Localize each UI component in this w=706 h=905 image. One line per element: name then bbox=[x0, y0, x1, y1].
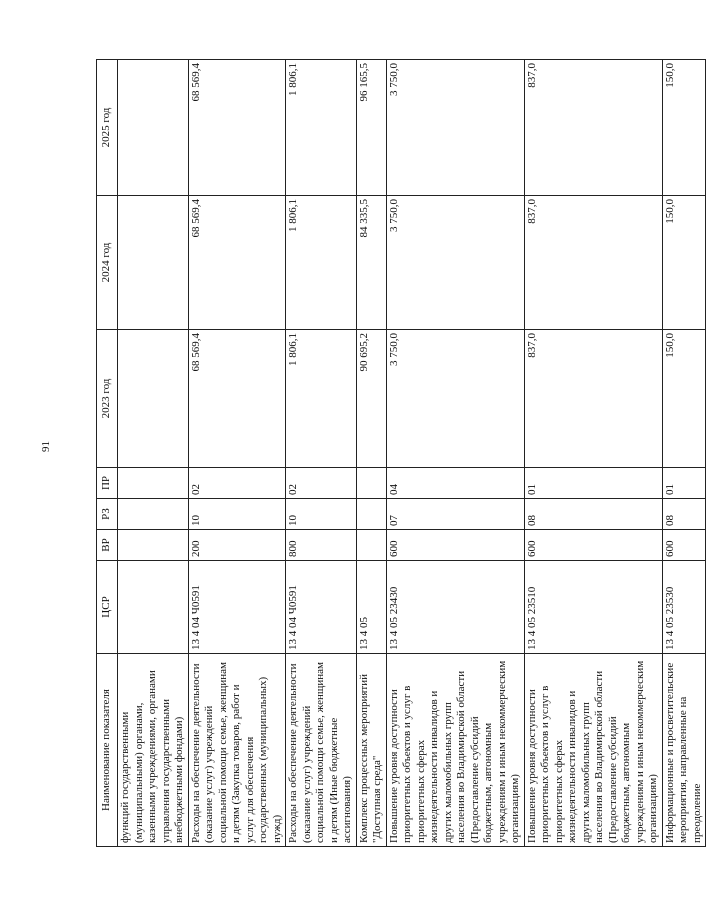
row-2023: 150,0 bbox=[662, 330, 706, 468]
col-header-rz: РЗ bbox=[97, 499, 118, 530]
row-csr: 13 4 05 23530 bbox=[662, 561, 706, 654]
col-header-name: Наименование показателя bbox=[97, 654, 118, 847]
row-name: Расходы на обеспечение деятельности (оказание услуг) учреждений социальной помощи семье, женщинам и детям (Иные бюджетные ассигнования) bbox=[286, 654, 357, 847]
row-2023 bbox=[118, 330, 189, 468]
table-row bbox=[188, 60, 286, 847]
row-2025: 1 806,1 bbox=[286, 60, 357, 196]
row-rz: 08 bbox=[524, 499, 662, 530]
table-row bbox=[524, 60, 662, 847]
row-2024: 68 569,4 bbox=[188, 196, 286, 330]
col-header-csr: ЦСР bbox=[97, 561, 118, 654]
col-header-vr: ВР bbox=[97, 530, 118, 561]
col-header-2025: 2025 год bbox=[97, 60, 118, 196]
row-2023: 90 695,2 bbox=[356, 330, 386, 468]
row-2024: 150,0 bbox=[662, 196, 706, 330]
row-rz: 10 bbox=[286, 499, 357, 530]
row-csr: 13 4 05 23510 bbox=[524, 561, 662, 654]
row-vr bbox=[356, 530, 386, 561]
row-rz bbox=[356, 499, 386, 530]
row-csr: 13 4 04 Ч0591 bbox=[286, 561, 357, 654]
row-2025: 96 165,5 bbox=[356, 60, 386, 196]
row-2025: 3 750,0 bbox=[386, 60, 524, 196]
row-2023: 837,0 bbox=[524, 330, 662, 468]
row-2025: 68 569,4 bbox=[188, 60, 286, 196]
row-2023: 1 806,1 bbox=[286, 330, 357, 468]
row-vr: 200 bbox=[188, 530, 286, 561]
table-row bbox=[356, 60, 386, 847]
row-2024: 84 335,5 bbox=[356, 196, 386, 330]
page-number: 91 bbox=[40, 441, 52, 452]
table-header-row bbox=[97, 60, 118, 847]
col-header-pr: ПР bbox=[97, 468, 118, 499]
row-2025: 150,0 bbox=[662, 60, 706, 196]
row-name: Информационные и просветительские мероприятия, направленные на преодоление bbox=[662, 654, 706, 847]
row-vr bbox=[118, 530, 189, 561]
row-2023: 68 569,4 bbox=[188, 330, 286, 468]
row-2024: 1 806,1 bbox=[286, 196, 357, 330]
row-rz: 10 bbox=[188, 499, 286, 530]
budget-table-container bbox=[96, 60, 703, 847]
row-rz: 08 bbox=[662, 499, 706, 530]
row-csr: 13 4 05 23430 bbox=[386, 561, 524, 654]
row-name: Повышение уровня доступности приоритетных объектов и услуг в приоритетных сферах жизнедеятельности инвалидов и других маломобильных групп населения во Владимирской области (Предоставление субсидий бюджетным, автономным учреждениям и иным некоммерческим организациям) bbox=[524, 654, 662, 847]
row-name: Расходы на обеспечение деятельности (оказание услуг) учреждений социальной помощи семье, женщинам и детям (Закупка товаров, работ и услуг для обеспечения государственных (муниципальных) нужд) bbox=[188, 654, 286, 847]
row-csr: 13 4 05 bbox=[356, 561, 386, 654]
table-row bbox=[662, 60, 706, 847]
row-vr: 600 bbox=[524, 530, 662, 561]
table-row bbox=[118, 60, 189, 847]
row-2024: 837,0 bbox=[524, 196, 662, 330]
col-header-2023: 2023 год bbox=[97, 330, 118, 468]
row-rz bbox=[118, 499, 189, 530]
row-pr bbox=[356, 468, 386, 499]
row-pr: 02 bbox=[286, 468, 357, 499]
row-csr: 13 4 04 Ч0591 bbox=[188, 561, 286, 654]
row-pr: 01 bbox=[662, 468, 706, 499]
row-vr: 800 bbox=[286, 530, 357, 561]
row-csr bbox=[118, 561, 189, 654]
row-2024: 3 750,0 bbox=[386, 196, 524, 330]
row-2025 bbox=[118, 60, 189, 196]
row-name: функций государственными (муниципальными) органами, казенными учреждениями, органами управления государственными внебюджетными фондами) bbox=[118, 654, 189, 847]
col-header-2024: 2024 год bbox=[97, 196, 118, 330]
table-row bbox=[286, 60, 357, 847]
row-rz: 07 bbox=[386, 499, 524, 530]
budget-table bbox=[96, 59, 706, 847]
row-2023: 3 750,0 bbox=[386, 330, 524, 468]
row-name: Комплекс процессных мероприятий "Доступная среда" bbox=[356, 654, 386, 847]
row-pr: 01 bbox=[524, 468, 662, 499]
row-pr: 02 bbox=[188, 468, 286, 499]
row-vr: 600 bbox=[386, 530, 524, 561]
row-vr: 600 bbox=[662, 530, 706, 561]
row-pr: 04 bbox=[386, 468, 524, 499]
table-row bbox=[386, 60, 524, 847]
row-name: Повышение уровня доступности приоритетных объектов и услуг в приоритетных сферах жизнедеятельности инвалидов и других маломобильных групп населения во Владимирской области (Предоставление субсидий бюджетным, автономным учреждениям и иным некоммерческим организациям) bbox=[386, 654, 524, 847]
row-2025: 837,0 bbox=[524, 60, 662, 196]
row-2024 bbox=[118, 196, 189, 330]
row-pr bbox=[118, 468, 189, 499]
